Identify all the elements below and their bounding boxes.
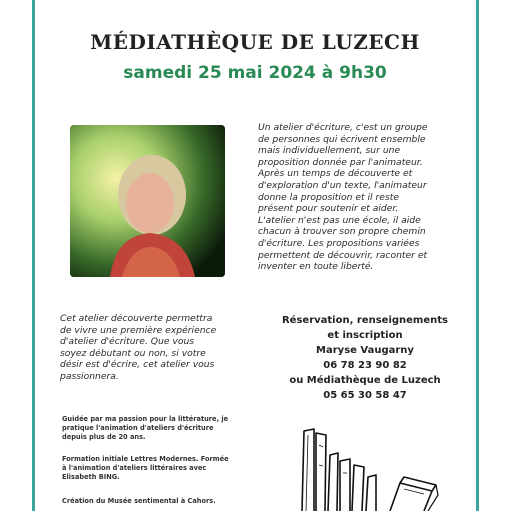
contact-line: Réservation, renseignements (281, 315, 448, 326)
bio-line: Guidée par ma passion pour la littérature, je (62, 415, 229, 423)
discovery-line: Cet atelier découverte permettra (60, 313, 213, 324)
bio-paragraph-passion (62, 415, 272, 443)
event-datetime: samedi 25 mai 2024 à 9h30 (123, 63, 387, 83)
intro-line: mais individuellement, sur une (258, 145, 401, 157)
contact-line: et inscription (327, 330, 403, 341)
bio-line: à l'animation d'ateliers littéraires avec (62, 464, 207, 473)
intro-line: chacun à trouver son propre chemin (258, 226, 426, 238)
discovery-line: d'atelier d'écriture. Que vous (60, 336, 195, 348)
contact-block (270, 313, 460, 403)
bio-paragraph-museum: Création du Musée sentimental à Cahors. (62, 497, 216, 505)
intro-paragraph (258, 122, 455, 273)
intro-line: d'écriture. Les propositions variées (258, 237, 420, 249)
discovery-paragraph (60, 313, 265, 383)
discovery-line: de vivre une première expérience (60, 324, 217, 336)
discovery-line: désir est d'écrire, cet atelier vous (60, 359, 215, 371)
venue-title: MÉDIATHÈQUE DE LUZECH (90, 30, 420, 54)
intro-line: d'exploration d'un texte, l'animateur (258, 179, 427, 191)
discovery-line: soyez débutant ou non, si votre (60, 347, 206, 359)
intro-line: Après un temps de découverte et (258, 168, 413, 180)
intro-line: Un atelier d'écriture, c'est un groupe (258, 122, 428, 133)
page-border-right (476, 0, 479, 511)
books-illustration (300, 425, 460, 511)
discovery-line: passionnera. (60, 370, 119, 382)
intro-line: L'atelier n'est pas une école, il aide (258, 214, 421, 226)
intro-line: permettent de découvrir, raconter et (258, 249, 428, 261)
bio-line: Elisabeth BING. (62, 473, 120, 482)
intro-line: de personnes qui écrivent ensemble (258, 133, 426, 145)
intro-line: présent pour soutenir et aider. (258, 203, 399, 215)
contact-name: Maryse Vaugarny (316, 345, 414, 356)
intro-line: inventer en toute liberté. (258, 261, 374, 273)
portrait-photo (70, 125, 225, 277)
intro-line: donne la proposition et il reste (258, 191, 399, 203)
bio-line: pratique l'animation d'ateliers d'écriture (62, 424, 214, 433)
contact-line: ou Médiathèque de Luzech (289, 375, 441, 386)
contact-phone: 06 78 23 90 82 (323, 360, 407, 371)
bio-paragraph-training (62, 455, 272, 483)
bio-line: depuis plus de 20 ans. (62, 433, 146, 442)
intro-line: proposition donnée par l'animateur. (258, 156, 423, 168)
contact-phone: 05 65 30 58 47 (323, 390, 407, 401)
bio-line: Formation initiale Lettres Modernes. Formée (62, 455, 229, 463)
